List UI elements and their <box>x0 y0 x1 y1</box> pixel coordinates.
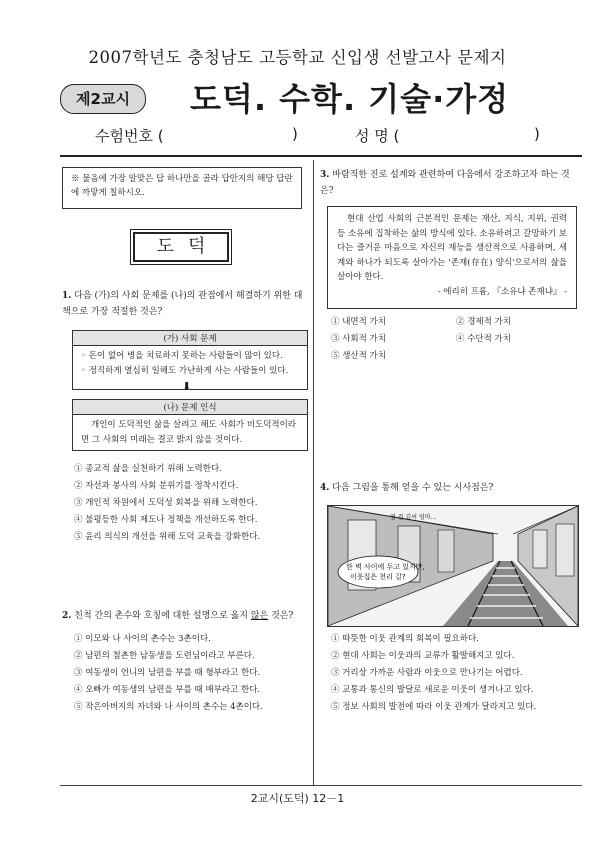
session-badge: 제2교시 <box>60 84 146 114</box>
option-3[interactable]: ③ 거리상 가까운 사람과 이웃으로 만나기는 어렵다. <box>331 668 523 678</box>
exam-number-close: ) <box>292 125 298 143</box>
page-footer: 2교시(도덕) 12－1 <box>250 792 345 805</box>
option-3[interactable]: ③ 개인적 차원에서 도덕성 회복을 위해 노력한다. <box>74 498 258 508</box>
option-4[interactable]: ④ 불평등한 사회 제도나 정책을 개선하도록 한다. <box>74 515 258 525</box>
option-1[interactable]: ① 종교적 삶을 실천하기 위해 노력한다. <box>74 464 222 474</box>
option-5[interactable]: ⑤ 윤리 의식의 개선을 위해 도덕 교육을 강화한다. <box>74 532 261 542</box>
option-3[interactable]: ③ 사회적 가치 <box>331 334 386 344</box>
question-stem-before: 친척 간의 촌수와 호칭에 대한 설명으로 옳지 <box>74 611 251 621</box>
option-4[interactable]: ④ 교통과 통신의 발달로 새로운 이웃이 생겨나고 있다. <box>331 685 534 695</box>
quote-text: 현대 산업 사회의 근본적인 문제는 재산, 지식, 지위, 권력 등 소유에 집착하는 삶의 방식에 있다. 소유하려고 갈망하기 보다는 즐거운 마음으로 자신의 재능을 생산적으로 사용하며, 세계와 하나가 되도록 살아가는 '존재(存在) 양식'으로서의 삶을 살아야 한다. <box>337 214 567 282</box>
name-label: 성 명 ( <box>355 127 400 145</box>
name-close: ) <box>534 125 540 143</box>
illustration-caption: 옆 집 김씨 엄마… <box>390 514 437 521</box>
question-stem-emphasis: 않은 <box>250 611 269 621</box>
speech-line-2: 이웃집은 천리 길? <box>350 573 406 581</box>
question-stem: 다음 그림을 통해 얻을 수 있는 시사점은? <box>332 483 494 493</box>
speech-line-1: 한 벽 사이에 두고 있지만, <box>346 563 425 571</box>
q1-options <box>74 461 310 546</box>
column-divider <box>313 160 314 785</box>
option-1[interactable]: ① 내면적 가치 <box>331 317 386 327</box>
section-label: 도덕 <box>133 232 229 262</box>
box-body: 개인이 도덕적인 삶을 살려고 해도 사회가 비도덕적이라면 그 사회의 미래는 결코 밝지 않을 것이다. <box>72 415 308 451</box>
q2-options <box>74 631 310 716</box>
option-2[interactable]: ② 남편의 첨촌한 남동생을 도련님이라고 부른다. <box>74 651 255 661</box>
quote-box <box>327 206 577 309</box>
question-4 <box>320 480 582 496</box>
header-divider <box>60 155 582 157</box>
question-number: 2. <box>62 611 72 621</box>
footer-divider <box>60 785 582 786</box>
down-arrow-icon: ⬇ <box>182 380 192 393</box>
option-5[interactable]: ⑤ 작은아버지의 자녀와 나 사이의 촌수는 4촌이다. <box>74 702 263 712</box>
option-5[interactable]: ⑤ 생산적 가치 <box>331 351 386 361</box>
option-2[interactable]: ② 자선과 봉사의 사회 분위기를 정착시킨다. <box>74 481 239 491</box>
question-number: 4. <box>320 483 330 493</box>
subject-title: 도덕. 수학. 기술·가정 <box>190 80 510 118</box>
option-1[interactable]: ① 따뜻한 이웃 관계의 회복이 필요하다. <box>331 634 479 644</box>
instruction-notice: ※ 물음에 가장 알맞은 답 하나만을 골라 답안지의 해당 답란에 까맣게 칠하시오. <box>62 167 302 209</box>
box-line: ◦ 정직하게 열심히 일해도 가난하게 사는 사람들이 있다. <box>81 366 289 376</box>
question-2 <box>62 608 307 624</box>
question-stem-after: 것은? <box>268 611 294 621</box>
option-4[interactable]: ④ 수단적 가치 <box>456 334 511 344</box>
quote-source: - 에리히 프롬, 『소유냐 존재냐』 - <box>437 286 567 297</box>
apartment-railway-illustration <box>327 505 579 627</box>
option-4[interactable]: ④ 오빠가 여동생의 남편을 부를 때 매부라고 한다. <box>74 685 261 695</box>
question-number: 3. <box>320 170 330 180</box>
option-2[interactable]: ② 현대 사회는 이웃과의 교류가 활발해지고 있다. <box>331 651 515 661</box>
exam-number-label: 수험번호 ( <box>95 127 164 145</box>
q3-options <box>331 314 581 365</box>
question-3 <box>320 167 582 199</box>
option-5[interactable]: ⑤ 정보 사회의 발전에 따라 이웃 관계가 달라지고 있다. <box>331 702 537 712</box>
question-number: 1. <box>62 291 72 301</box>
box-title: (나) 문제 인식 <box>72 399 308 415</box>
question-1 <box>62 288 307 320</box>
q1-box-b <box>72 399 308 451</box>
illustration-drawing <box>328 506 578 626</box>
q4-options <box>331 631 583 716</box>
option-3[interactable]: ③ 여동생이 언니의 남편을 부를 때 형부라고 한다. <box>74 668 261 678</box>
option-2[interactable]: ② 경제적 가치 <box>456 317 511 327</box>
question-stem: 바람직한 진로 설계와 관련하여 다음에서 강조하고자 하는 것은? <box>320 170 570 196</box>
box-line: ◦ 돈이 없어 병을 치료하지 못하는 사람들이 많이 있다. <box>81 351 283 361</box>
option-1[interactable]: ① 이모와 나 사이의 촌수는 3촌이다. <box>74 634 211 644</box>
exam-title: 2007학년도 충청남도 고등학교 신입생 선발고사 문제지 <box>88 48 507 67</box>
box-title: (가) 사회 문제 <box>72 330 308 346</box>
question-stem: 다음 (가)의 사회 문제를 (나)의 관점에서 해결하기 위한 대책으로 가장 적절한 것은? <box>62 291 303 317</box>
